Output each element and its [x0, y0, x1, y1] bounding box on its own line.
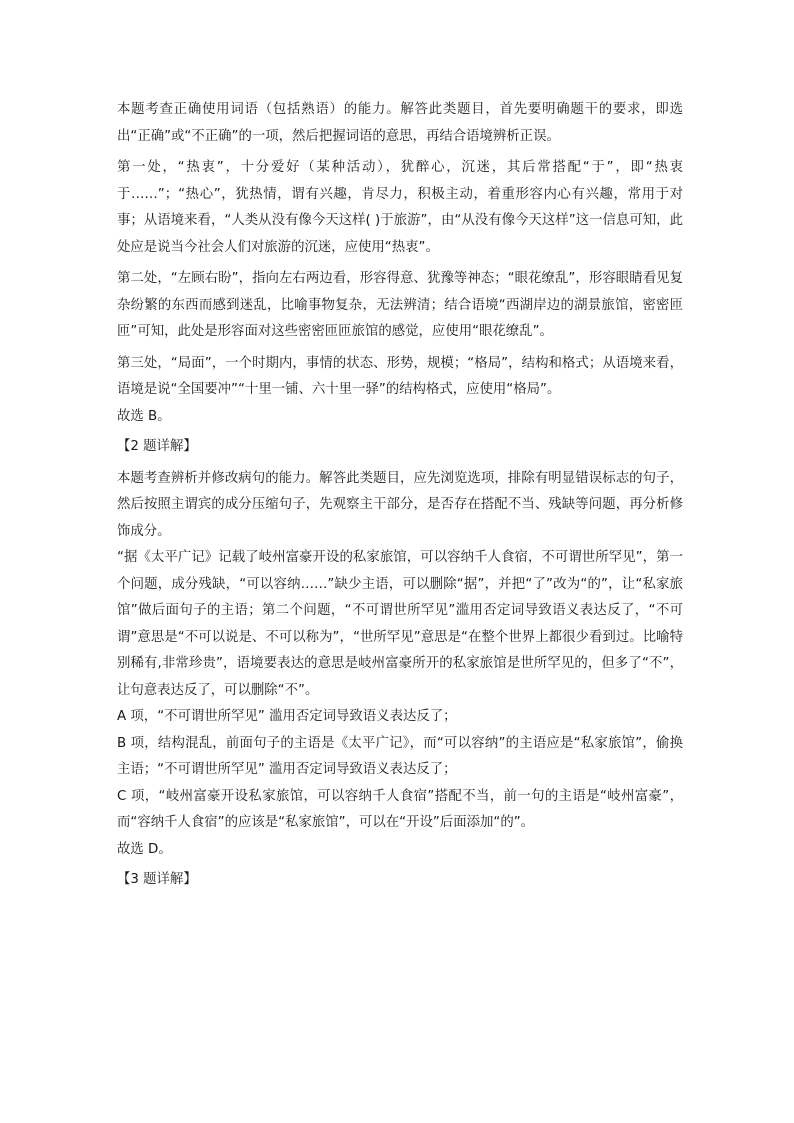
q3-heading: 【3 题详解】 [117, 872, 197, 887]
q1-second-point-paragraph: 第二处，“左顾右盼”，指向左右两边看，形容得意、犹豫等神态；“眼花缭乱”，形容眼睛看见复杂纷繁的东西而感到迷乱，比喻事物复杂，无法辨清；结合语境“西湖岸边的湖景旅馆，密密匝匝”可知，此处是形容面对这些密密匝匝旅馆的感觉，应使用“眼花缭乱”。 [117, 271, 683, 339]
q1-first-point-paragraph: 第一处，“热衷”，十分爱好（某种活动），犹醉心，沉迷，其后常搭配“于”，即“热衷于……”；“热心”，犹热情，谓有兴趣，肯尽力，积极主动，着重形容内心有兴趣，常用于对事；从语境来看，“人类从没有像今天这样( )于旅游”，由“从没有像今天这样”这一信息可知，此处应是说当今社会人们对旅游的沉迷，应使用“热衷”。 [117, 160, 683, 255]
q2-intro-paragraph: 本题考查辨析并修改病句的能力。解答此类题目，应先浏览选项，排除有明显错误标志的句子，然后按照主谓宾的成分压缩句子，先观察主干部分，是否存在搭配不当、残缺等问题，再分析修饰成分。 [117, 470, 683, 539]
q1-third-point-paragraph: 第三处，“局面”，一个时期内，事情的状态、形势，规模；“格局”，结构和格式；从语境来看，语境是说“全国要冲”“十里一铺、六十里一驿”的结构格式，应使用“格局”。 [117, 355, 683, 397]
q2-option-a: A 项，“不可谓世所罕见” 滥用否定词导致语义表达反了； [117, 709, 457, 724]
q2-option-c: C 项，“岐州富豪开设私家旅馆，可以容纳千人食宿”搭配不当，前一句的主语是“岐州富豪”，而“容纳千人食宿”的应该是“私家旅馆”，可以在“开设”后面添加“的”。 [117, 788, 683, 830]
document-page [117, 97, 683, 894]
q2-answer: 故选 D。 [117, 841, 172, 857]
q2-analysis-paragraph: “据《太平广记》记载了岐州富豪开设的私家旅馆，可以容纳千人食宿，不可谓世所罕见”，第一个问题，成分残缺，“可以容纳……”缺少主语，可以删除“据”，并把“了”改为“的”，让“私家旅馆”做后面句子的主语；第二个问题，“不可谓世所罕见”滥用否定词导致语义表达反了，“不可谓”意思是“不可以说是、不可以称为”，“世所罕见”意思是“在整个世界上都很少看到过。比喻特别稀有,非常珍贵”，语境要表达的意思是岐州富豪所开的私家旅馆是世所罕见的，但多了“不”，让句意表达反了，可以删除“不”。 [117, 550, 683, 698]
q1-intro-paragraph: 本题考查正确使用词语（包括熟语）的能力。解答此类题目，首先要明确题干的要求，即选出“正确”或“不正确”的一项，然后把握词语的意思，再结合语境辨析正误。 [117, 102, 683, 144]
q2-option-b: B 项，结构混乱，前面句子的主语是《太平广记》，而“可以容纳”的主语应是“私家旅馆”，偷换主语；“不可谓世所罕见” 滥用否定词导致语义表达反了； [117, 735, 683, 777]
q1-answer: 故选 B。 [117, 408, 171, 424]
q2-heading: 【2 题详解】 [117, 439, 197, 454]
